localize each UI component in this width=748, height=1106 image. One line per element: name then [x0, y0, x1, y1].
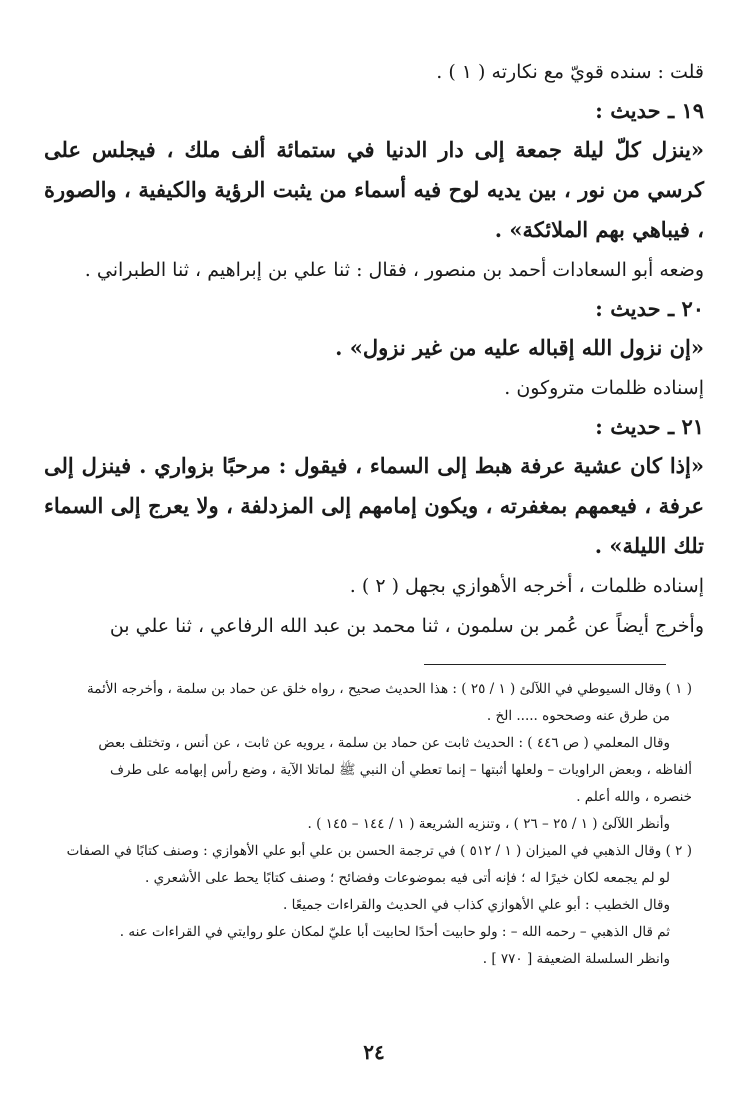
- comment-paragraph: وضعه أبو السعادات أحمد بن منصور ، فقال : ثنا علي بن إبراهيم ، ثنا الطبراني .: [84, 259, 704, 281]
- footnote-line: وانظر السلسلة الضعيفة [ ٧٧٠ ] .: [482, 951, 670, 967]
- footnote-line: من طرق عنه وصححوه ..... الخ .: [486, 708, 670, 724]
- hadith-heading: ٢١ ـ حديث :: [595, 414, 704, 439]
- hadith-text: «إذا كان عشية عرفة هبط إلى السماء ، فيقول : مرحبًا بزواري . فينزل إلى عرفة ، فيعمهم بمغفرته ، ويكون إمامهم إلى المزدلفة ، ولا يعرج إلى السماء تلك الليلة» .: [44, 453, 704, 558]
- footnote-line: ( ١ ) وقال السيوطي في اللآلئ ( ١ / ٢٥ ) : هذا الحديث صحيح ، رواه خلق عن حماد بن سلمة ، وأخرجه الأئمة: [87, 681, 692, 697]
- comment-paragraph: وأخرج أيضاً عن عُمر بن سلمون ، ثنا محمد بن عبد الله الرفاعي ، ثنا علي بن: [109, 615, 704, 637]
- hadith-text: «إن نزول الله إقباله عليه من غير نزول» .: [335, 335, 704, 360]
- footnote-line: وقال المعلمي ( ص ٤٤٦ ) : الحديث ثابت عن حماد بن سلمة ، يرويه عن ثابت ، عن أنس ، وتختلف بعض: [98, 735, 670, 751]
- footnote-divider: [424, 664, 666, 665]
- hadith-heading: ٢٠ ـ حديث :: [595, 296, 704, 321]
- footnote-line: ثم قال الذهبي – رحمه الله – : ولو حابيت أحدًا لحابيت أبا عليّ لمكان علو روايتي في القراءات عنه .: [119, 924, 670, 940]
- page-number: ٢٤: [363, 1040, 385, 1064]
- footnote-line: ألفاظه ، وبعض الراويات – ولعلها أثبتها – إنما تعطي أن النبي ﷺ لماتلا الآية ، وضع رأس إبهامه على طرف: [109, 762, 692, 778]
- footnote-line: وقال الخطيب : أبو علي الأهوازي كذاب في الحديث والقراءات جميعًا .: [283, 897, 670, 913]
- hadith-text: «ينزل كلّ ليلة جمعة إلى دار الدنيا في ستمائة ألف ملك ، فيجلس على كرسي من نور ، بين يديه لوح فيه أسماء من يثبت الرؤية والكيفية ، والصورة ، فيباهي بهم الملائكة» .: [44, 137, 704, 242]
- hadith-heading: ١٩ ـ حديث :: [595, 98, 704, 123]
- footnotes: [44, 676, 692, 973]
- footnote-line: لو لم يجمعه لكان خيرًا له ؛ فإنه أتى فيه بموضوعات وفضائح ؛ وصنف كتابًا يحط على الأشعري .: [145, 870, 670, 886]
- footnote-line: ( ٢ ) وقال الذهبي في الميزان ( ١ / ٥١٢ ) في ترجمة الحسن بن علي أبو علي الأهوازي : وصنف كتابًا في الصفات: [66, 843, 692, 859]
- footnote-line: خنصره ، والله أعلم .: [576, 789, 692, 805]
- comment-paragraph: إسناده ظلمات ، أخرجه الأهوازي بجهل ( ٢ ) .: [349, 575, 704, 597]
- comment-paragraph: قلت : سنده قويّ مع نكارته ( ١ ) .: [436, 61, 704, 83]
- comment-paragraph: إسناده ظلمات متروكون .: [504, 377, 704, 399]
- footnote-line: وأنظر اللآلئ ( ١ / ٢٥ – ٢٦ ) ، وتنزيه الشريعة ( ١ / ١٤٤ – ١٤٥ ) .: [307, 816, 670, 832]
- main-text: [44, 52, 704, 646]
